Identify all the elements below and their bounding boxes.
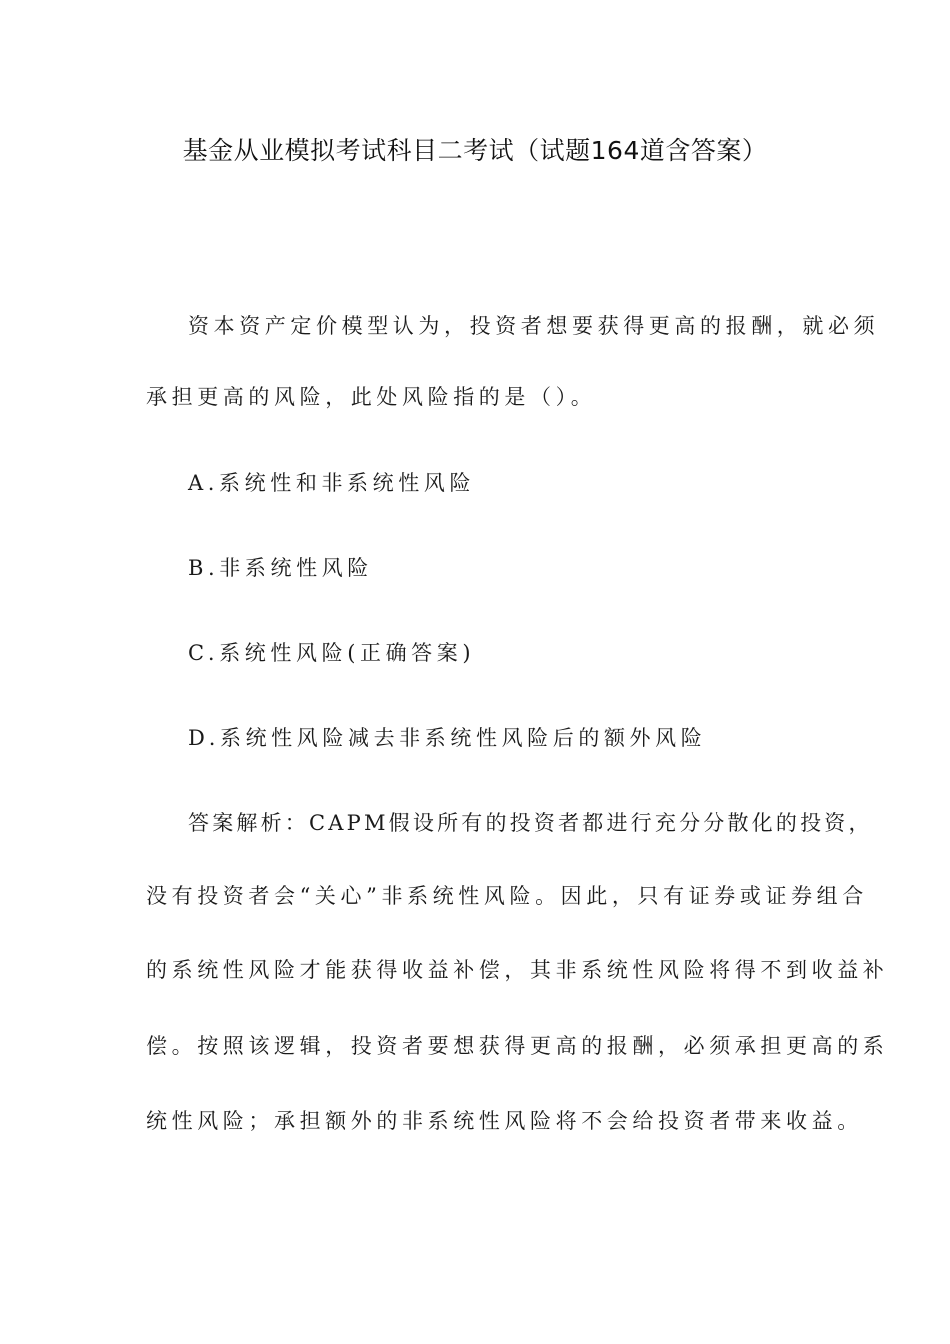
question-stem-line-2: 承担更高的风险，此处风险指的是（）。 (146, 385, 597, 409)
question-stem-line-1: 资本资产定价模型认为，投资者想要获得更高的报酬，就必须 (188, 314, 880, 338)
analysis-line-2: 没有投资者会“关心”非系统性风险。因此，只有证券或证券组合 (146, 884, 868, 908)
analysis-line-4: 偿。按照该逻辑，投资者要想获得更高的报酬，必须承担更高的系 (146, 1034, 889, 1058)
analysis-line-1: 答案解析：CAPM假设所有的投资者都进行充分分散化的投资， (188, 811, 873, 835)
option-a: A.系统性和非系统性风险 (188, 471, 476, 495)
option-d: D.系统性风险减去非系统性风险后的额外风险 (188, 726, 707, 750)
option-c-correct: C.系统性风险(正确答案) (188, 641, 476, 665)
analysis-line-3: 的系统性风险才能获得收益补偿，其非系统性风险将得不到收益补 (146, 958, 889, 982)
option-b: B.非系统性风险 (188, 556, 373, 580)
document-title: 基金从业模拟考试科目二考试（试题164道含答案） (182, 136, 768, 165)
analysis-line-5: 统性风险；承担额外的非系统性风险将不会给投资者带来收益。 (146, 1109, 863, 1133)
